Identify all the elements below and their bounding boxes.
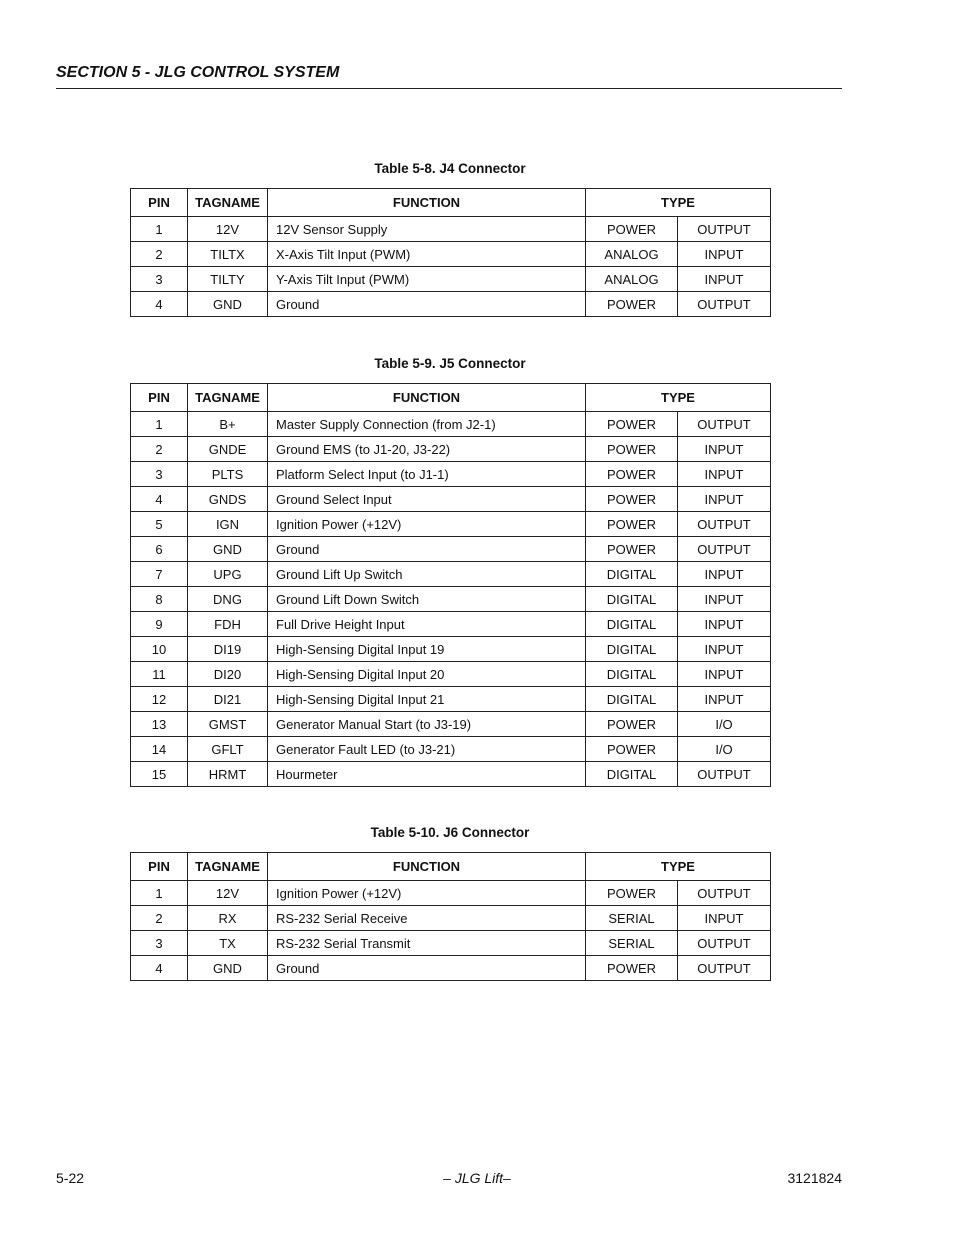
column-header-pin: PIN	[131, 189, 188, 217]
table-row	[131, 931, 771, 956]
pin-cell: 4	[131, 292, 188, 317]
function-cell: RS-232 Serial Transmit	[268, 931, 586, 956]
type-cell: POWER	[586, 487, 678, 512]
column-header-pin: PIN	[131, 853, 188, 881]
tagname-cell: GMST	[188, 712, 268, 737]
table-row	[131, 267, 771, 292]
direction-cell: INPUT	[678, 687, 771, 712]
table-row	[131, 906, 771, 931]
column-header-pin: PIN	[131, 384, 188, 412]
direction-cell: OUTPUT	[678, 512, 771, 537]
pin-cell: 2	[131, 242, 188, 267]
table-row	[131, 881, 771, 906]
function-cell: Ground Lift Down Switch	[268, 587, 586, 612]
function-cell: Platform Select Input (to J1-1)	[268, 462, 586, 487]
tagname-cell: IGN	[188, 512, 268, 537]
type-cell: DIGITAL	[586, 562, 678, 587]
tagname-cell: 12V	[188, 217, 268, 242]
direction-cell: OUTPUT	[678, 956, 771, 981]
table-header-row	[131, 384, 771, 412]
table-title-j6: Table 5-10. J6 Connector	[370, 825, 530, 840]
function-cell: Ground EMS (to J1-20, J3-22)	[268, 437, 586, 462]
footer-center-text: – JLG Lift–	[443, 1170, 511, 1186]
tagname-cell: B+	[188, 412, 268, 437]
pin-cell: 1	[131, 881, 188, 906]
table-row	[131, 587, 771, 612]
direction-cell: OUTPUT	[678, 762, 771, 787]
tagname-cell: TILTY	[188, 267, 268, 292]
function-cell: Hourmeter	[268, 762, 586, 787]
table-row	[131, 462, 771, 487]
column-header-type: TYPE	[586, 853, 771, 881]
function-cell: High-Sensing Digital Input 20	[268, 662, 586, 687]
direction-cell: INPUT	[678, 487, 771, 512]
tagname-cell: UPG	[188, 562, 268, 587]
direction-cell: I/O	[678, 712, 771, 737]
pin-cell: 3	[131, 267, 188, 292]
function-cell: RS-232 Serial Receive	[268, 906, 586, 931]
function-cell: Generator Fault LED (to J3-21)	[268, 737, 586, 762]
function-cell: Ground Select Input	[268, 487, 586, 512]
table-row	[131, 956, 771, 981]
type-cell: DIGITAL	[586, 637, 678, 662]
table-row	[131, 242, 771, 267]
tagname-cell: TILTX	[188, 242, 268, 267]
table-header-row	[131, 189, 771, 217]
table-row	[131, 537, 771, 562]
table-row	[131, 412, 771, 437]
tagname-cell: GND	[188, 956, 268, 981]
function-cell: X-Axis Tilt Input (PWM)	[268, 242, 586, 267]
direction-cell: INPUT	[678, 906, 771, 931]
direction-cell: INPUT	[678, 612, 771, 637]
table-row	[131, 437, 771, 462]
pin-cell: 9	[131, 612, 188, 637]
type-cell: POWER	[586, 217, 678, 242]
tagname-cell: DI21	[188, 687, 268, 712]
direction-cell: OUTPUT	[678, 537, 771, 562]
pin-cell: 13	[131, 712, 188, 737]
pin-cell: 2	[131, 906, 188, 931]
table-title-j4: Table 5-8. J4 Connector	[374, 161, 526, 176]
tagname-cell: DI20	[188, 662, 268, 687]
function-cell: Ignition Power (+12V)	[268, 881, 586, 906]
table-j5-connector	[130, 383, 771, 787]
direction-cell: INPUT	[678, 662, 771, 687]
type-cell: ANALOG	[586, 242, 678, 267]
type-cell: DIGITAL	[586, 762, 678, 787]
type-cell: SERIAL	[586, 906, 678, 931]
column-header-type: TYPE	[586, 189, 771, 217]
tagname-cell: TX	[188, 931, 268, 956]
function-cell: Ground Lift Up Switch	[268, 562, 586, 587]
type-cell: POWER	[586, 462, 678, 487]
direction-cell: OUTPUT	[678, 217, 771, 242]
function-cell: High-Sensing Digital Input 21	[268, 687, 586, 712]
tagname-cell: GNDE	[188, 437, 268, 462]
table-row	[131, 562, 771, 587]
table-row	[131, 292, 771, 317]
pin-cell: 12	[131, 687, 188, 712]
function-cell: 12V Sensor Supply	[268, 217, 586, 242]
table-row	[131, 687, 771, 712]
table-row	[131, 612, 771, 637]
table-header-row	[131, 853, 771, 881]
column-header-function: FUNCTION	[268, 189, 586, 217]
column-header-function: FUNCTION	[268, 384, 586, 412]
pin-cell: 4	[131, 956, 188, 981]
table-row	[131, 512, 771, 537]
direction-cell: OUTPUT	[678, 881, 771, 906]
pin-cell: 7	[131, 562, 188, 587]
table-row	[131, 712, 771, 737]
type-cell: SERIAL	[586, 931, 678, 956]
table-j6-connector	[130, 852, 771, 981]
pin-cell: 10	[131, 637, 188, 662]
direction-cell: INPUT	[678, 562, 771, 587]
type-cell: POWER	[586, 437, 678, 462]
function-cell: Ignition Power (+12V)	[268, 512, 586, 537]
table-title-j5: Table 5-9. J5 Connector	[374, 356, 526, 371]
column-header-tagname: TAGNAME	[188, 853, 268, 881]
tagname-cell: PLTS	[188, 462, 268, 487]
type-cell: POWER	[586, 512, 678, 537]
tagname-cell: GFLT	[188, 737, 268, 762]
tagname-cell: DI19	[188, 637, 268, 662]
type-cell: POWER	[586, 292, 678, 317]
pin-cell: 8	[131, 587, 188, 612]
type-cell: DIGITAL	[586, 662, 678, 687]
section-header: SECTION 5 - JLG CONTROL SYSTEM	[56, 64, 842, 89]
tagname-cell: DNG	[188, 587, 268, 612]
column-header-type: TYPE	[586, 384, 771, 412]
direction-cell: I/O	[678, 737, 771, 762]
direction-cell: INPUT	[678, 587, 771, 612]
table-j4-connector	[130, 188, 771, 317]
type-cell: DIGITAL	[586, 687, 678, 712]
direction-cell: INPUT	[678, 242, 771, 267]
type-cell: POWER	[586, 712, 678, 737]
pin-cell: 3	[131, 931, 188, 956]
tagname-cell: RX	[188, 906, 268, 931]
column-header-function: FUNCTION	[268, 853, 586, 881]
function-cell: Y-Axis Tilt Input (PWM)	[268, 267, 586, 292]
document-number: 3121824	[787, 1170, 842, 1186]
pin-cell: 15	[131, 762, 188, 787]
table-row	[131, 762, 771, 787]
direction-cell: INPUT	[678, 267, 771, 292]
pin-cell: 1	[131, 217, 188, 242]
type-cell: POWER	[586, 412, 678, 437]
pin-cell: 2	[131, 437, 188, 462]
tagname-cell: GND	[188, 537, 268, 562]
function-cell: High-Sensing Digital Input 19	[268, 637, 586, 662]
direction-cell: INPUT	[678, 437, 771, 462]
function-cell: Generator Manual Start (to J3-19)	[268, 712, 586, 737]
direction-cell: INPUT	[678, 637, 771, 662]
type-cell: POWER	[586, 956, 678, 981]
function-cell: Ground	[268, 537, 586, 562]
tagname-cell: GND	[188, 292, 268, 317]
function-cell: Ground	[268, 956, 586, 981]
column-header-tagname: TAGNAME	[188, 384, 268, 412]
table-row	[131, 217, 771, 242]
table-row	[131, 662, 771, 687]
direction-cell: OUTPUT	[678, 931, 771, 956]
pin-cell: 4	[131, 487, 188, 512]
pin-cell: 11	[131, 662, 188, 687]
direction-cell: OUTPUT	[678, 292, 771, 317]
tagname-cell: HRMT	[188, 762, 268, 787]
column-header-tagname: TAGNAME	[188, 189, 268, 217]
function-cell: Ground	[268, 292, 586, 317]
pin-cell: 14	[131, 737, 188, 762]
tagname-cell: 12V	[188, 881, 268, 906]
pin-cell: 1	[131, 412, 188, 437]
table-row	[131, 487, 771, 512]
type-cell: POWER	[586, 537, 678, 562]
tagname-cell: GNDS	[188, 487, 268, 512]
type-cell: DIGITAL	[586, 587, 678, 612]
pin-cell: 6	[131, 537, 188, 562]
type-cell: POWER	[586, 737, 678, 762]
pin-cell: 5	[131, 512, 188, 537]
table-row	[131, 737, 771, 762]
type-cell: ANALOG	[586, 267, 678, 292]
type-cell: DIGITAL	[586, 612, 678, 637]
direction-cell: OUTPUT	[678, 412, 771, 437]
page-number: 5-22	[56, 1170, 85, 1186]
type-cell: POWER	[586, 881, 678, 906]
function-cell: Full Drive Height Input	[268, 612, 586, 637]
table-row	[131, 637, 771, 662]
tagname-cell: FDH	[188, 612, 268, 637]
function-cell: Master Supply Connection (from J2-1)	[268, 412, 586, 437]
direction-cell: INPUT	[678, 462, 771, 487]
pin-cell: 3	[131, 462, 188, 487]
